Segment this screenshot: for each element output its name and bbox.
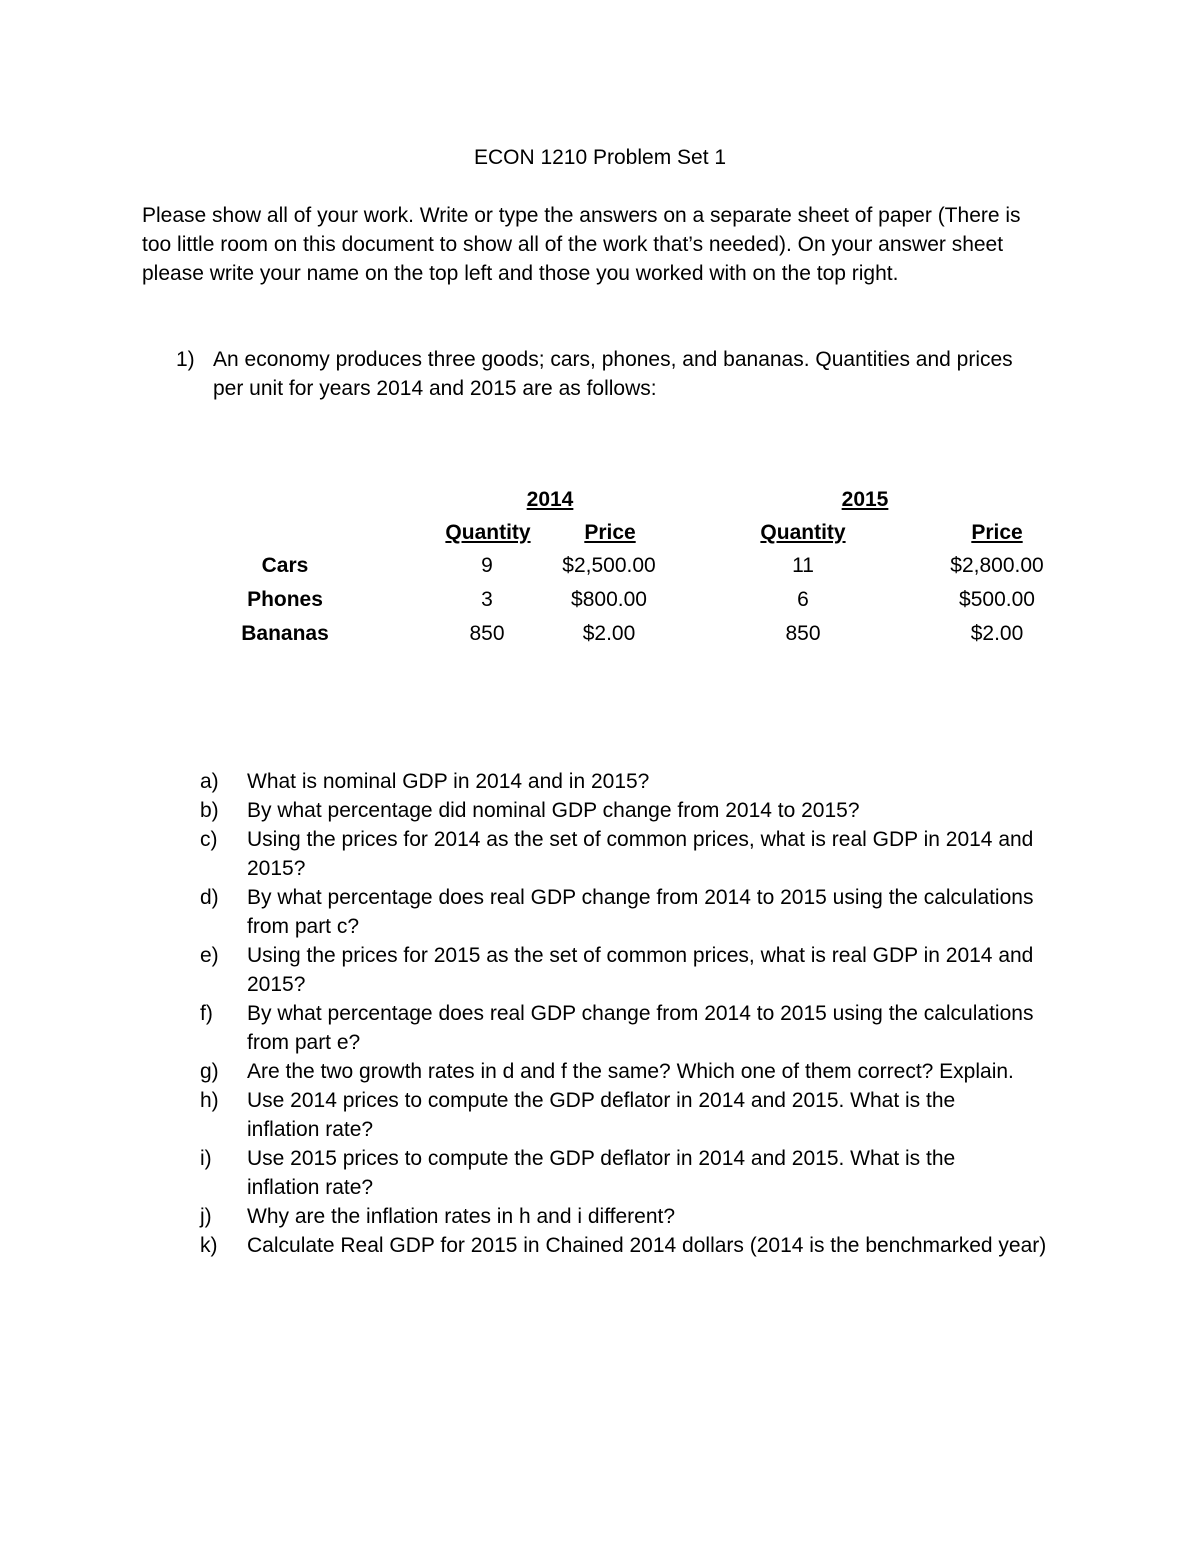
question-text: 2015? [247,973,306,996]
column-header-quantity-2014: Quantity [445,521,531,544]
question-item [200,1057,1080,1086]
question-text: Using the prices for 2014 as the set of common prices, what is real GDP in 2014 and [247,828,1034,851]
table-cell: 6 [797,588,809,611]
question-text: Using the prices for 2015 as the set of common prices, what is real GDP in 2014 and [247,944,1034,967]
table-cell: $2.00 [582,622,636,645]
question-text: Why are the inflation rates in h and i different? [247,1205,676,1228]
question-text: By what percentage does real GDP change from 2014 to 2015 using the calculations [247,886,1034,909]
question-text: Use 2014 prices to compute the GDP deflator in 2014 and 2015. What is the [247,1089,956,1112]
question-letter: a) [200,770,219,793]
question-list [200,767,1080,1260]
question-letter: b) [200,799,219,822]
question-letter: c) [200,828,218,851]
question-text: inflation rate? [247,1118,374,1141]
table-cell: 850 [469,622,505,645]
question-item [200,767,1080,796]
question-item [200,1086,1080,1144]
question-letter: h) [200,1089,219,1112]
table-cell: 11 [792,554,814,577]
instructions-paragraph [142,201,1062,288]
year-header-2015: 2015 [841,488,889,511]
column-header-price-2014: Price [584,521,636,544]
problem-number: 1) [176,348,195,371]
question-item [200,825,1080,883]
table-cell: 9 [481,554,493,577]
goods-table [0,486,1200,656]
question-text: By what percentage does real GDP change from 2014 to 2015 using the calculations [247,1002,1034,1025]
question-text: By what percentage did nominal GDP change from 2014 to 2015? [247,799,860,822]
problem-text [213,345,1013,403]
question-item [200,883,1080,941]
question-item [200,999,1080,1057]
row-label-phones: Phones [247,588,323,611]
question-text: Are the two growth rates in d and f the same? Which one of them correct? Explain. [247,1060,1014,1083]
question-item [200,1144,1080,1202]
question-text: from part e? [247,1031,361,1054]
row-label-bananas: Bananas [241,622,329,645]
question-letter: d) [200,886,219,909]
question-item [200,1202,1080,1231]
table-cell: $2,800.00 [950,554,1044,577]
table-cell: 3 [481,588,493,611]
page-title: ECON 1210 Problem Set 1 [473,146,727,169]
table-cell: 850 [785,622,821,645]
question-item [200,796,1080,825]
question-item [200,1231,1080,1260]
question-text: Use 2015 prices to compute the GDP deflator in 2014 and 2015. What is the [247,1147,956,1170]
question-text: What is nominal GDP in 2014 and in 2015? [247,770,650,793]
column-header-quantity-2015: Quantity [760,521,846,544]
table-cell: $2,500.00 [562,554,656,577]
question-letter: k) [200,1234,218,1257]
problem-text-line: An economy produces three goods; cars, phones, and bananas. Quantities and prices [213,348,1013,371]
question-letter: g) [200,1060,219,1083]
question-text: 2015? [247,857,306,880]
question-letter: f) [200,1002,213,1025]
problem-text-line: per unit for years 2014 and 2015 are as follows: [213,377,657,400]
year-header-2014: 2014 [526,488,574,511]
table-cell: $2.00 [970,622,1024,645]
row-label-cars: Cars [261,554,309,577]
instructions-line: Please show all of your work. Write or type the answers on a separate sheet of paper (There is [142,204,1021,227]
table-cell: $500.00 [959,588,1035,611]
instructions-line: please write your name on the top left and those you worked with on the top right. [142,262,899,285]
instructions-line: too little room on this document to show all of the work that’s needed). On your answer sheet [142,233,1004,256]
column-header-price-2015: Price [971,521,1023,544]
table-cell: $800.00 [571,588,647,611]
question-text: Calculate Real GDP for 2015 in Chained 2014 dollars (2014 is the benchmarked year) [247,1234,1047,1257]
question-letter: i) [200,1147,212,1170]
question-text: from part c? [247,915,360,938]
question-letter: j) [200,1205,212,1228]
question-text: inflation rate? [247,1176,374,1199]
question-letter: e) [200,944,219,967]
question-item [200,941,1080,999]
